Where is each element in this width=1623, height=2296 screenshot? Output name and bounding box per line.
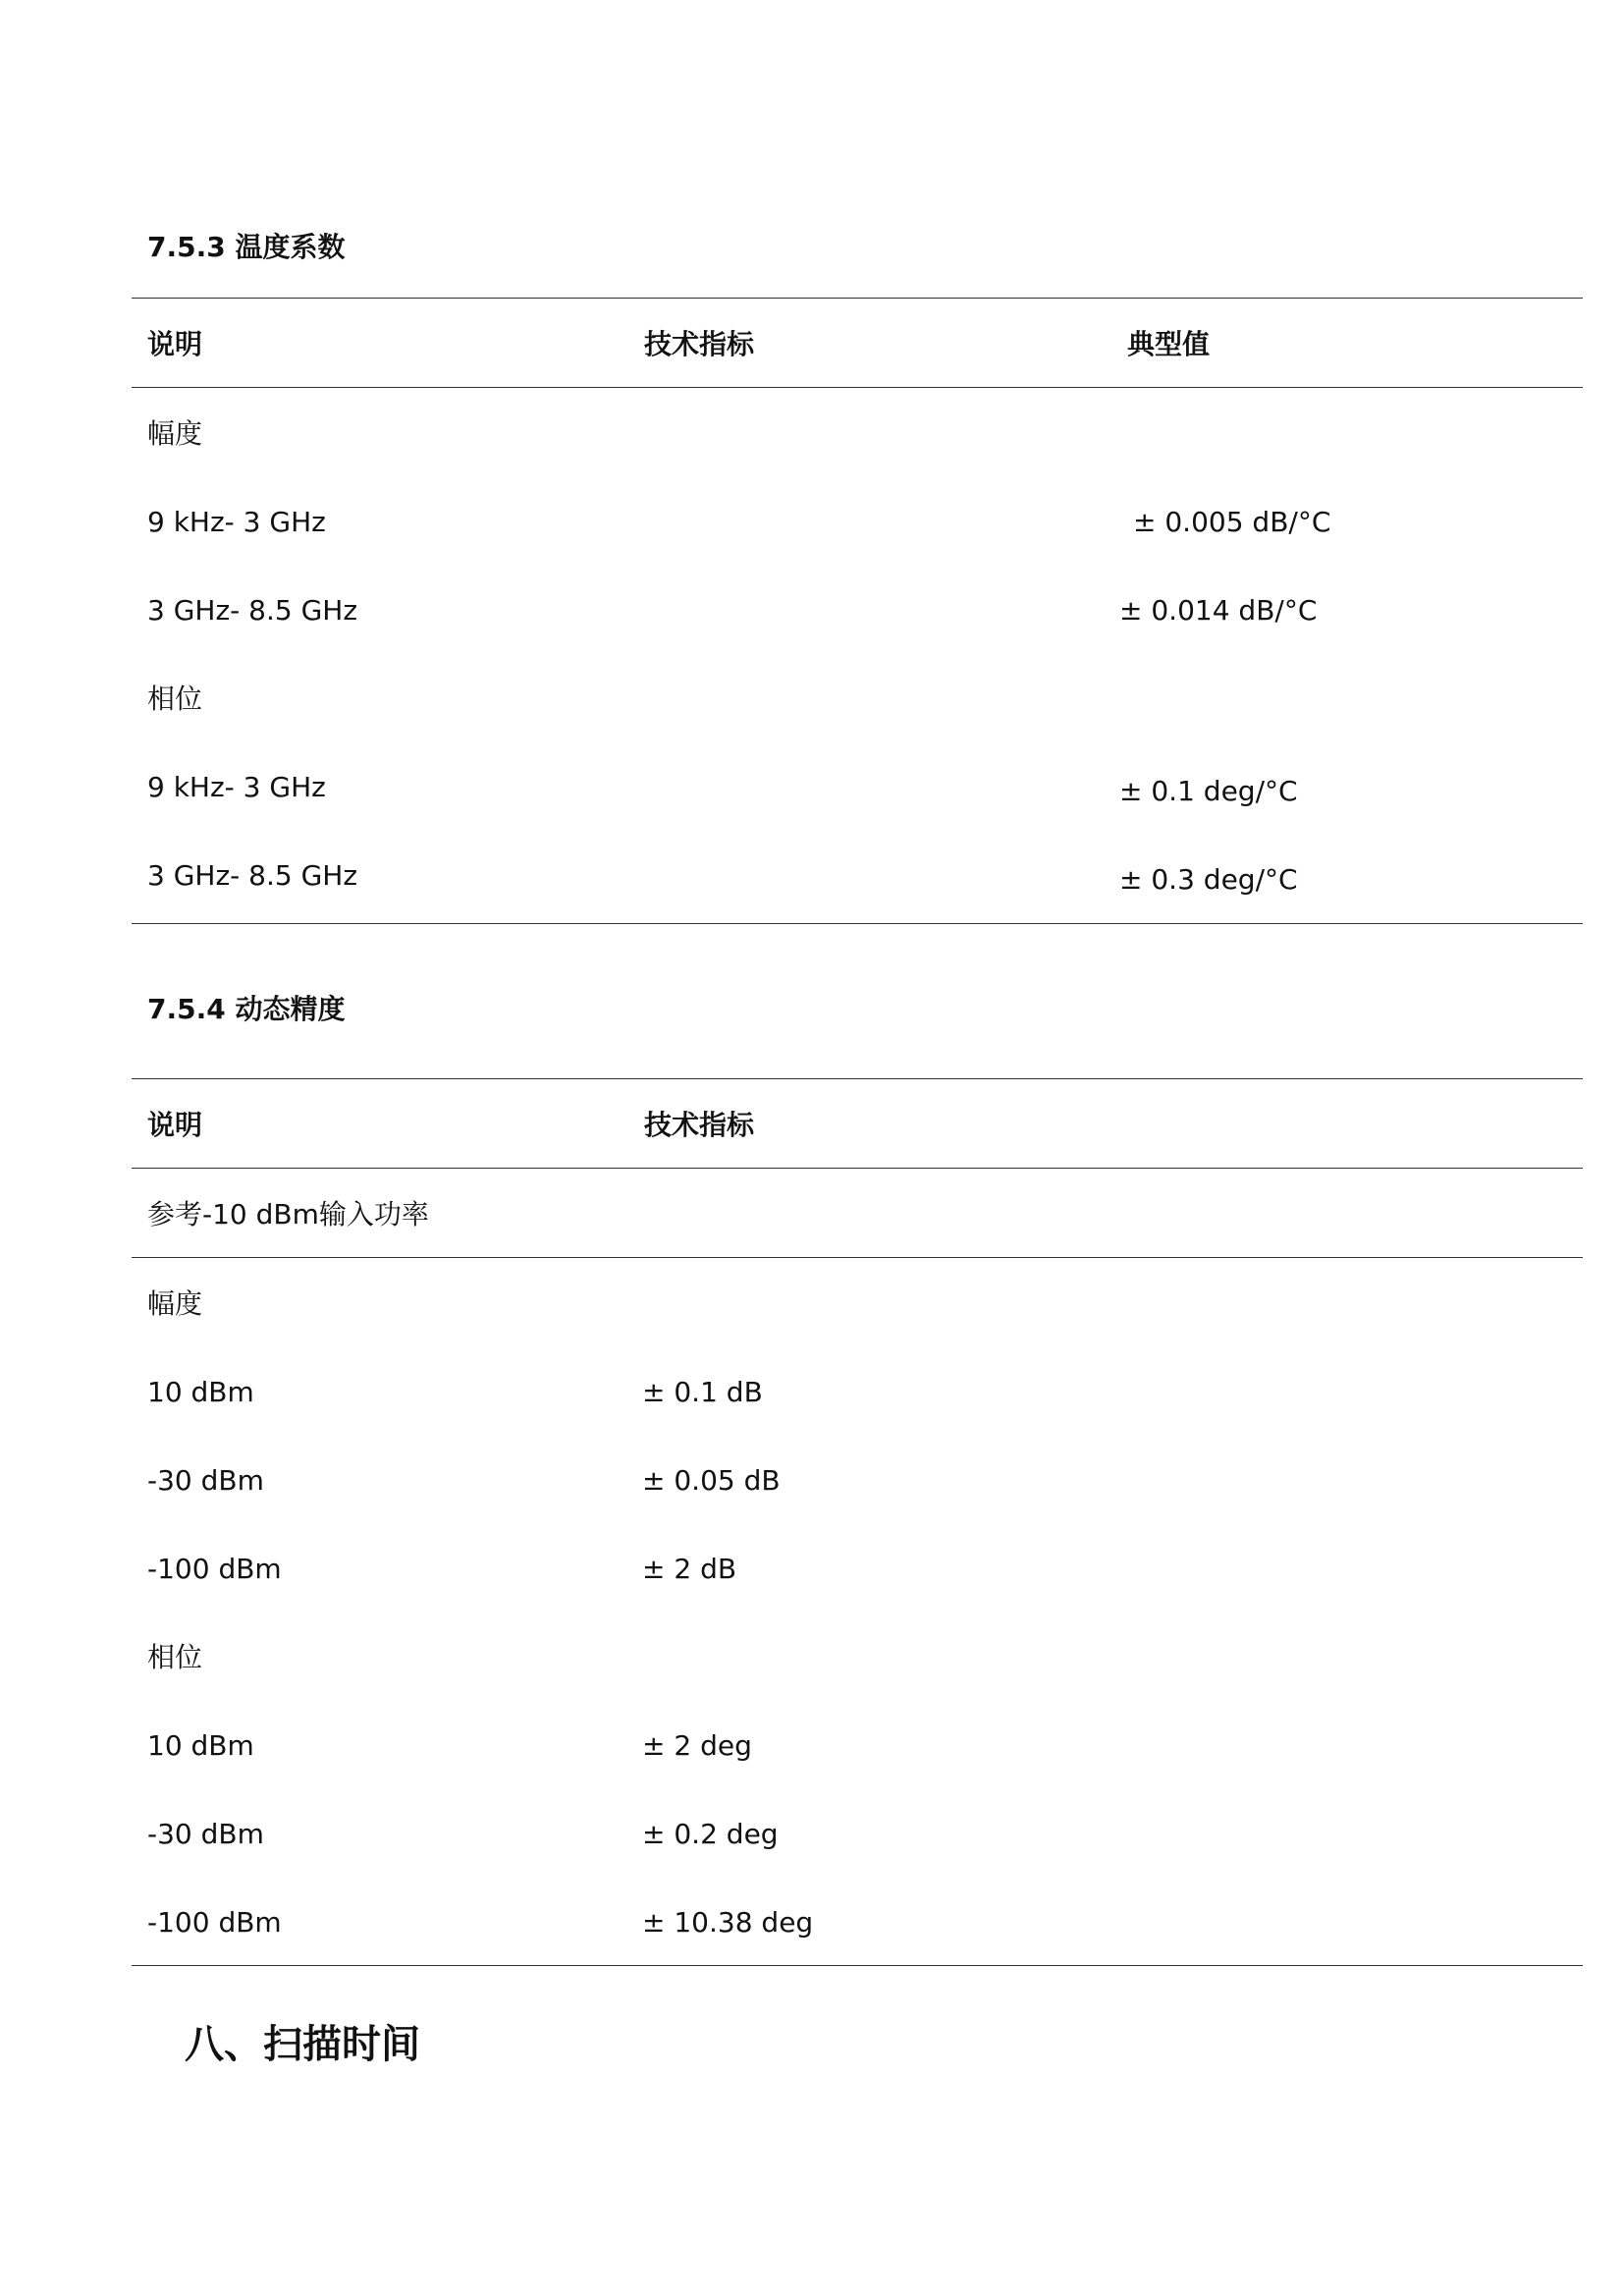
table-row-typical: ± 0.005 dB/°C: [1133, 506, 1331, 538]
table-row-label: 10 dBm: [147, 1729, 254, 1762]
table-row-label: -30 dBm: [147, 1818, 264, 1850]
table-row-typical: ± 0.3 deg/°C: [1119, 863, 1298, 896]
table-top-rule: [132, 298, 1583, 299]
column-header-specification: 技术指标: [644, 328, 755, 360]
table-row-spec: ± 0.05 dB: [642, 1464, 781, 1497]
column-header-typical: 典型值: [1127, 328, 1211, 360]
column-header-description: 说明: [147, 328, 203, 360]
column-header-description: 说明: [147, 1109, 203, 1141]
table-row-label: 3 GHz- 8.5 GHz: [147, 594, 358, 627]
table-row-typical: ± 0.014 dB/°C: [1119, 594, 1318, 627]
reference-rule: [132, 1257, 1583, 1258]
table-row-label: 9 kHz- 3 GHz: [147, 771, 326, 803]
table-row-label: -30 dBm: [147, 1464, 264, 1497]
table-row-label: 9 kHz- 3 GHz: [147, 506, 326, 538]
table-row-spec: ± 0.2 deg: [642, 1818, 779, 1850]
table-row-label: 幅度: [147, 1287, 203, 1320]
chapter-heading-scan-time: 八、扫描时间: [185, 2022, 420, 2067]
table-row-typical: ± 0.1 deg/°C: [1119, 775, 1298, 807]
column-header-specification: 技术指标: [644, 1109, 755, 1141]
table-row-label: 10 dBm: [147, 1376, 254, 1408]
section-heading-dynamic-accuracy: 7.5.4 动态精度: [147, 993, 346, 1025]
table-row-spec: ± 2 dB: [642, 1553, 737, 1585]
table-row-label: 相位: [147, 1641, 203, 1673]
header-rule: [132, 387, 1583, 388]
table-row-label: 相位: [147, 683, 203, 715]
table-row-label: -100 dBm: [147, 1906, 282, 1939]
table-top-rule: [132, 1078, 1583, 1079]
table-row-label: 幅度: [147, 417, 203, 450]
table-row-spec: ± 2 deg: [642, 1729, 752, 1762]
table-bottom-rule: [132, 1965, 1583, 1966]
reference-condition: 参考-10 dBm输入功率: [147, 1198, 429, 1230]
section-heading-temperature-coefficient: 7.5.3 温度系数: [147, 231, 346, 263]
table-row-spec: ± 10.38 deg: [642, 1906, 814, 1939]
table-row-label: -100 dBm: [147, 1553, 282, 1585]
table-row-label: 3 GHz- 8.5 GHz: [147, 859, 358, 892]
table-row-spec: ± 0.1 dB: [642, 1376, 763, 1408]
table-bottom-rule: [132, 923, 1583, 924]
header-rule: [132, 1168, 1583, 1169]
